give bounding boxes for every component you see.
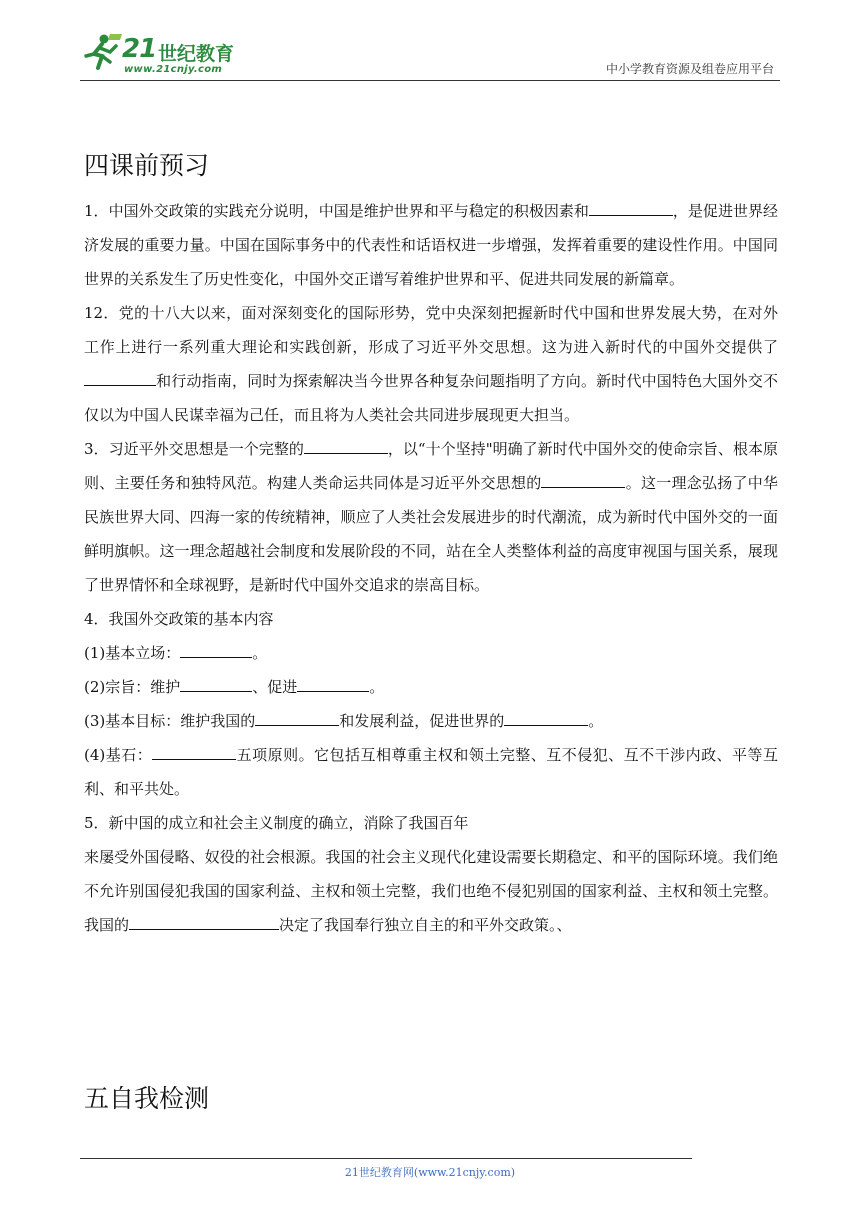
question-5-text-a: 来屡受外国侵略、奴役的社会根源。我国的社会主义现代化建设需要长期稳定、和平的国际环境。我们绝不允许别国侵犯我国的国家利益、主权和领土完整，我们也绝不侵犯别国的国家利益、主权和领土完整。我国的 <box>84 848 778 934</box>
item-text: 。 <box>588 712 604 730</box>
item-label: (3)基本目标：维护我国的 <box>84 712 256 730</box>
runner-logo-icon <box>80 32 124 72</box>
preview-content <box>84 194 778 942</box>
question-1 <box>84 194 778 296</box>
answer-blank[interactable] <box>504 708 588 726</box>
site-logo[interactable] <box>80 30 250 76</box>
question-4-item-1 <box>84 636 778 670</box>
footer-divider <box>80 1158 692 1159</box>
question-5 <box>84 806 778 942</box>
question-5-text-b: 决定了我国奉行独立自主的和平外交政策。、 <box>279 916 572 934</box>
item-text: 五项原则。它包括互相尊重主权和领土完整、互不侵犯、互不干涉内政、平等互利、和平共处。 <box>84 746 778 798</box>
question-3-text-c: 。这一理念弘扬了中华民族世界大同、四海一家的传统精神，顺应了人类社会发展进步的时代潮流，成为新时代中国外交的一面鲜明旗帜。这一理念超越社会制度和发展阶段的不同，站在全人类整体利益的高度审视国与国关系，展现了世界情怀和全球视野，是新时代中国外交追求的崇高目标。 <box>84 474 778 594</box>
item-label: (1)基本立场： <box>84 644 181 662</box>
item-text: 和发展利益，促进世界的 <box>339 712 505 730</box>
question-1-text-a: 1．中国外交政策的实践充分说明，中国是维护世界和平与稳定的积极因素和 <box>84 202 589 220</box>
logo-text: 世纪教育 <box>158 43 235 65</box>
answer-blank[interactable] <box>152 742 236 760</box>
question-2 <box>84 296 778 432</box>
answer-blank[interactable] <box>304 436 388 454</box>
answer-blank[interactable] <box>180 674 252 692</box>
logo-number: 21 <box>122 34 157 64</box>
item-text: 、促进 <box>252 678 298 696</box>
question-2-text-b: 和行动指南，同时为探索解决当今世界各种复杂问题指明了方向。新时代中国特色大国外交不仅以为中国人民谋幸福为己任，而且将为人类社会共同进步展现更大担当。 <box>84 372 778 424</box>
answer-blank[interactable] <box>180 640 252 658</box>
question-2-text-a: 12．党的十八大以来，面对深刻变化的国际形势，党中央深刻把握新时代中国和世界发展大势，在对外工作上进行一系列重大理论和实践创新，形成了习近平外交思想。这为进入新时代的中国外交提供了 <box>84 304 778 356</box>
answer-blank[interactable] <box>255 708 339 726</box>
question-4-item-2 <box>84 670 778 704</box>
platform-tagline: 中小学教育资源及组卷应用平台 <box>605 62 774 76</box>
question-4-item-4 <box>84 738 778 806</box>
answer-blank[interactable] <box>297 674 369 692</box>
answer-blank[interactable] <box>129 912 279 930</box>
item-label: (2)宗旨：维护 <box>84 678 181 696</box>
answer-blank[interactable] <box>84 368 156 386</box>
section-title-preview: 四课前预习 <box>84 151 210 180</box>
item-text: 。 <box>369 678 385 696</box>
item-text: 。 <box>252 644 268 662</box>
footer-link[interactable]: 21世纪教育网(www.21cnjy.com) <box>344 1166 516 1179</box>
answer-blank[interactable] <box>589 198 673 216</box>
section-title-self-test: 五自我检测 <box>84 1084 210 1113</box>
page-header <box>80 30 780 82</box>
logo-url: www.21cnjy.com <box>124 64 223 75</box>
question-4-title: 4．我国外交政策的基本内容 <box>84 610 274 628</box>
question-3-text-b: ，以“十个坚持"明确了新时代中国外交的使命宗旨、根本原则、主要任务和独特风范。构建人类命运共同体是习近平外交思想的 <box>84 440 778 492</box>
question-4-item-3 <box>84 704 778 738</box>
question-3 <box>84 432 778 602</box>
answer-blank[interactable] <box>541 470 625 488</box>
question-5-line-1: 5．新中国的成立和社会主义制度的确立，消除了我国百年 <box>84 814 469 832</box>
question-3-text-a: 3．习近平外交思想是一个完整的 <box>84 440 304 458</box>
header-divider <box>80 80 780 81</box>
question-1-text-b: ，是促进世界经济发展的重要力量。中国在国际事务中的代表性和话语权进一步增强，发挥着重要的建设性作用。中国同世界的关系发生了历史性变化，中国外交正谱写着维护世界和平、促进共同发展的新篇章。 <box>84 202 778 288</box>
item-label: (4)基石： <box>84 746 153 764</box>
